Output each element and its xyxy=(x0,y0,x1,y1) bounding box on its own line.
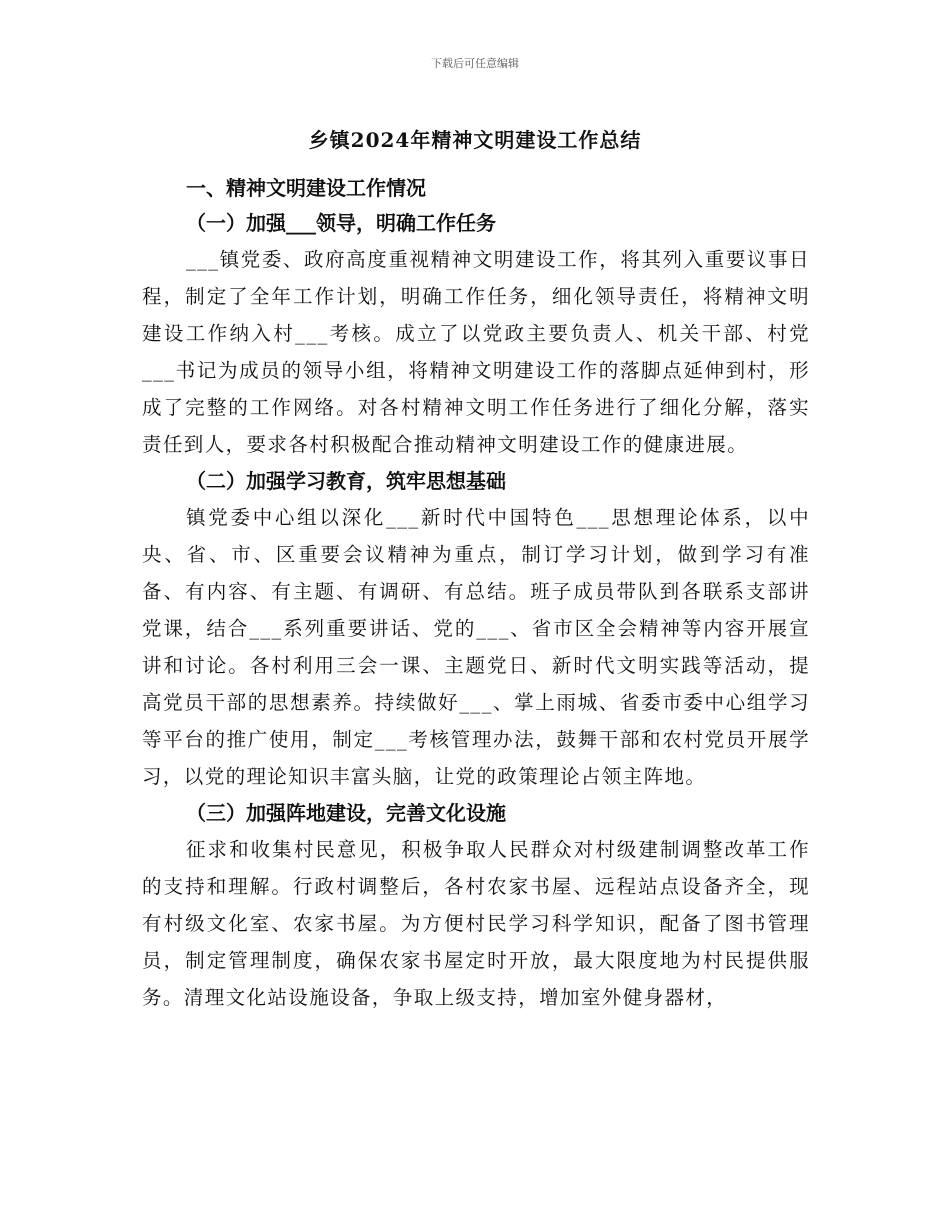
subsection-heading-3: （三）加强阵地建设，完善文化设施 xyxy=(186,801,506,825)
subsection-heading-2: （二）加强学习教育，筑牢思想基础 xyxy=(186,469,506,493)
subsection-paragraph-3: 征求和收集村民意见，积极争取人民群众对村级建制调整改革工作的支持和理解。行政村调整后，各村农家书屋、远程站点设备齐全，现有村级文化室、农家书屋。为方便村民学习科学知识，配备了图书管理员，制定管理制度，确保农家书屋定时开放，最大限度地为村民提供服务。清理文化站设施设备，争取上级支持，增加室外健身器材， xyxy=(142,838,810,1009)
document-title: 乡镇2024年精神文明建设工作总结 xyxy=(308,128,642,152)
subsection-heading-1: （一）加强___领导，明确工作任务 xyxy=(186,211,496,235)
document-body xyxy=(142,172,810,1018)
section-heading: 一、精神文明建设工作情况 xyxy=(186,176,426,200)
subsection-paragraph-2: 镇党委中心组以深化___新时代中国特色___思想理论体系，以中央、省、市、区重要会议精神为重点，制订学习计划，做到学习有准备、有内容、有主题、有调研、有总结。班子成员带队到各联系支部讲党课，结合___系列重要讲话、党的___、省市区全会精神等内容开展宣讲和讨论。各村利用三会一课、主题党日、新时代文明实践等活动，提高党员干部的思想素养。持续做好___、掌上雨城、省委市委中心组学习等平台的推广使用，制定___考核管理办法，鼓舞干部和农村党员开展学习，以党的理论知识丰富头脑，让党的政策理论占领主阵地。 xyxy=(142,506,810,788)
header-note: 下载后可任意编辑 xyxy=(431,57,519,70)
subsection-paragraph-1: ___镇党委、政府高度重视精神文明建设工作，将其列入重要议事日程，制定了全年工作计划，明确工作任务，细化领导责任，将精神文明建设工作纳入村___考核。成立了以党政主要负责人、机关干部、村党___书记为成员的领导小组，将精神文明建设工作的落脚点延伸到村，形成了完整的工作网络。对各村精神文明工作任务进行了细化分解，落实责任到人，要求各村积极配合推动精神文明建设工作的健康进展。 xyxy=(142,248,810,456)
